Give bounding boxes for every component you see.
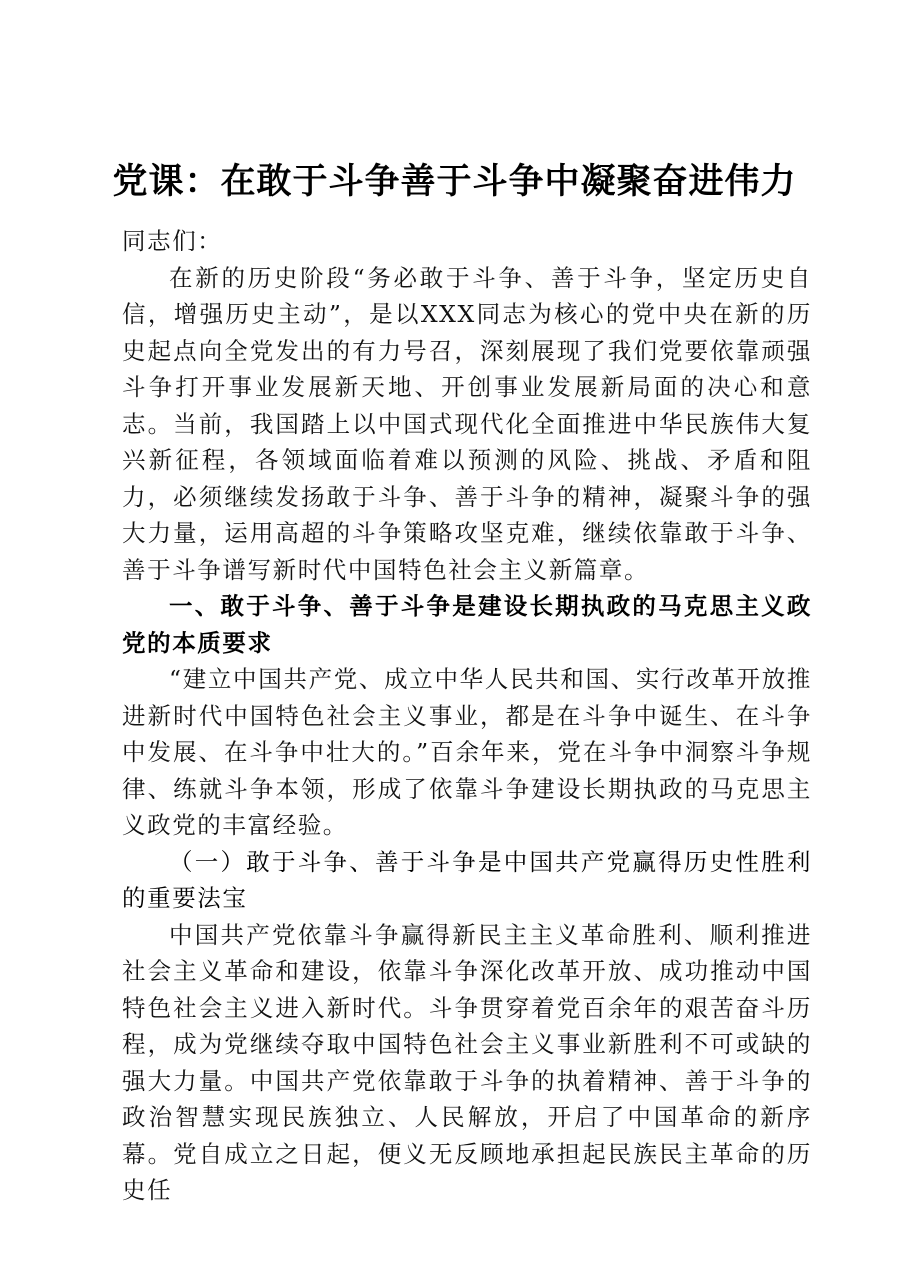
section-paragraph: “建立中国共产党、成立中华人民共和国、实行改革开放推进新时代中国特色社会主义事业，都是在斗争中诞生、在斗争中发展、在斗争中壮大的。”百余年来，党在斗争中洞察斗争规律、练就斗争本领，形成了依靠斗争建设长期执政的马克思主义政党的丰富经验。 (122, 665, 812, 839)
subsection-paragraph: 中国共产党依靠斗争赢得新民主主义革命胜利、顺利推进社会主义革命和建设，依靠斗争深化改革开放、成功推动中国特色社会主义进入新时代。斗争贯穿着党百余年的艰苦奋斗历程，成为党继续夺取中国特色社会主义事业新胜利不可或缺的强大力量。中国共产党依靠敢于斗争的执着精神、善于斗争的政治智慧实现民族独立、人民解放，开启了中国革命的新序幕。党自成立之日起，便义无反顾地承担起民族民主革命的历史任 (122, 920, 812, 1204)
document-title: 党课：在敢于斗争善于斗争中凝聚奋进伟力 (112, 161, 797, 202)
salutation: 同志们： (122, 227, 223, 255)
section-heading: 一、敢于斗争、善于斗争是建设长期执政的马克思主义政党的本质要求 (122, 592, 812, 657)
document-body (122, 223, 812, 1209)
intro-paragraph: 在新的历史阶段“务必敢于斗争、善于斗争，坚定历史自信，增强历史主动”，是以XXX同志为核心的党中央在新的历史起点向全党发出的有力号召，深刻展现了我们党要依靠顽强斗争打开事业发展新天地、开创事业发展新局面的决心和意志。当前，我国踏上以中国式现代化全面推进中华民族伟大复兴新征程，各领域面临着难以预测的风险、挑战、矛盾和阻力，必须继续发扬敢于斗争、善于斗争的精神，凝聚斗争的强大力量，运用高超的斗争策略攻坚克难，继续依靠敢于斗争、善于斗争谱写新时代中国特色社会主义新篇章。 (122, 263, 812, 584)
subsection-heading: （一）敢于斗争、善于斗争是中国共产党赢得历史性胜利的重要法宝 (122, 847, 812, 912)
